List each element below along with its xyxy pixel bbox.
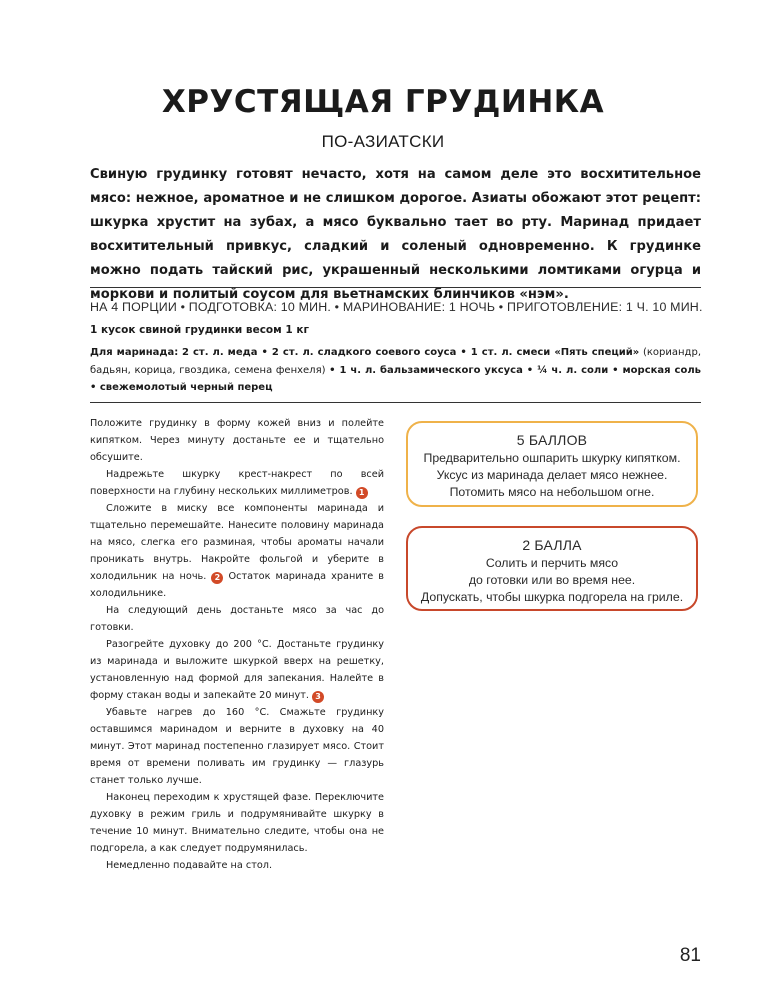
tips-bad-line: Солить и перчить мясо	[485, 556, 619, 570]
step-paragraph: Положите грудинку в форму кожей вниз и полейте кипятком. Через минуту достаньте ее и тщательно обсушите.	[90, 418, 384, 463]
tips-good-line: Уксус из маринада делает мясо нежнее.	[436, 468, 668, 482]
step-paragraph: Наконец переходим к хрустящей фазе. Переключите духовку в режим гриль и подрумянивайте шкурку в течение 10 минут. Внимательно следите, чтобы она не подгорела, а как следует подрумянилась.	[90, 792, 384, 854]
step-number-badge: 1	[356, 487, 368, 499]
step-paragraph	[90, 466, 384, 500]
ingredients-marinade	[90, 344, 701, 397]
marinade-items-c: • 1 ч. л. бальзамического уксуса • ¼ ч. л. соли • морская соль • свежемолотый черный перец	[90, 364, 701, 393]
step-paragraph: На следующий день достаньте мясо за час до готовки.	[90, 605, 384, 633]
step-text: Остаток маринада храните в холодильнике.	[90, 571, 385, 599]
recipe-meta: НА 4 ПОРЦИИ • ПОДГОТОВКА: 10 МИН. • МАРИНОВАНИЕ: 1 НОЧЬ • ПРИГОТОВЛЕНИЕ: 1 Ч. 10 МИН.	[90, 300, 703, 314]
marinade-label: Для маринада:	[90, 347, 179, 358]
step-paragraph: Убавьте нагрев до 160 °C. Смажьте грудинку оставшимся маринадом и верните в духовку на 40 минут. Этот маринад постепенно глазирует мясо. Стоит время от времени поливать им грудинку — глазурь станет только лучше.	[90, 707, 384, 786]
tips-bad-title: 2 БАЛЛА	[522, 537, 582, 553]
recipe-title: ХРУСТЯЩАЯ ГРУДИНКА	[161, 84, 605, 120]
marinade-spice-note: (кориандр, бадьян, корица, гвоздика, семена фенхеля)	[90, 347, 701, 376]
step-paragraph	[90, 500, 384, 602]
tips-good-line: Предварительно ошпарить шкурку кипятком.	[423, 451, 681, 465]
step-number-badge: 2	[211, 572, 223, 584]
divider-bottom	[90, 402, 701, 403]
step-paragraph: Немедленно подавайте на стол.	[106, 860, 273, 871]
step-paragraph	[90, 636, 384, 704]
tips-good-line: Потомить мясо на небольшом огне.	[449, 485, 655, 499]
divider-top	[90, 287, 701, 288]
tips-bad-line: до готовки или во время нее.	[468, 573, 636, 587]
recipe-subtitle: ПО-АЗИАТСКИ	[321, 132, 445, 151]
ingredient-main: 1 кусок свиной грудинки весом 1 кг	[90, 324, 309, 336]
marinade-items-a: 2 ст. л. меда • 2 ст. л. сладкого соевого соуса • 1 ст. л. смеси «Пять специй»	[181, 347, 640, 358]
recipe-steps	[90, 415, 384, 874]
tips-bad-line: Допускать, чтобы шкурка подгорела на гриле.	[420, 590, 684, 604]
recipe-intro: Свиную грудинку готовят нечасто, хотя на самом деле это восхитительное мясо: нежное, ароматное и не слишком дорогое. Азиаты обожают этот рецепт: шкурка хрустит на зубах, а мясо буквально тает во рту. Маринад придает восхитительный привкус, сладкий и соленый одновременно. К грудинке можно подать тайский рис, украшенный несколькими ломтиками огурца и моркови и политый соусом для вьетнамских блинчиков «нэм».	[90, 167, 701, 302]
step-text: Сложите в миску все компоненты маринада и тщательно перемешайте. Нанесите половину маринада на мясо, слегка его разминая, чтобы ароматы начали проникать внутрь. Накройте фольгой и уберите в холодильник на ночь.	[90, 503, 384, 582]
step-text: Надрежьте шкурку крест-накрест по всей поверхности на глубину нескольких миллиметров.	[90, 469, 384, 497]
tips-good-title: 5 БАЛЛОВ	[516, 432, 588, 448]
page-number: 81	[679, 945, 701, 966]
step-text: Разогрейте духовку до 200 °C. Достаньте грудинку из маринада и выложите шкуркой вверх на решетку, установленную над формой для запекания. Налейте в форму стакан воды и запекайте 20 минут.	[90, 639, 384, 701]
tips-bad-box	[406, 526, 698, 611]
tips-good-box	[406, 421, 698, 507]
step-number-badge: 3	[312, 691, 324, 703]
